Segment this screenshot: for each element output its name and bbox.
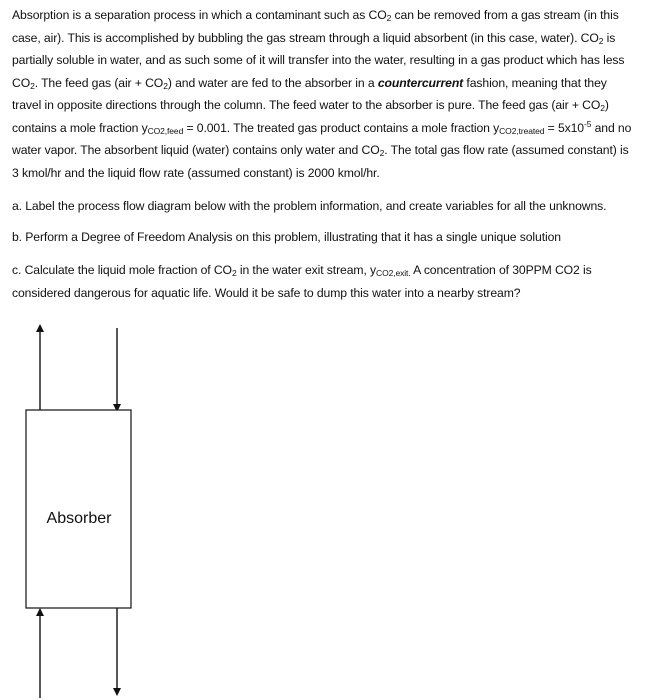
question-c: c. Calculate the liquid mole fraction of $CO_2$ in the water exit stream, $y_{CO2,exit.}$ A concentration of 30PPM CO2 is considered dangerous for aquatic life. Would it be safe to dump this water into a nearby stream? — [12, 263, 592, 300]
problem-statement: Absorption is a separation process in which a contaminant such as $CO_2$ can be removed from a gas stream (in this case, air). This is accomplished by bubbling the gas stream through a liquid absorbent (in this case, water). $CO_2$ is partially soluble in water, and as such some of it will transfer into the water, resulting in a gas product which has less $CO_2$. The feed gas $(air + CO_2)$ and water are fed to the absorber in a countercurrent fashion, meaning that they travel in opposite directions through the column. The feed water to the absorber is pure. The feed gas $(air + CO_2)$ contains a mole fraction $y_{CO2,feed} = 0.001$. The treated gas product contains a mole fraction $y_{CO2,treated} = 5x10^{-5}$ and no water vapor. The absorbent liquid (water) contains only water and $CO_2$. The total gas flow rate (assumed constant) is 3 kmol/hr and the liquid flow rate (assumed constant) is 2000 kmol/hr. — [12, 8, 632, 180]
process-flow-diagram — [0, 320, 650, 700]
countercurrent-emphasis: countercurrent — [377, 75, 464, 90]
absorber-column[interactable] — [26, 410, 131, 608]
question-a: a. Label the process flow diagram below with the problem information, and create variables for all the unknowns. — [12, 199, 607, 213]
absorber-label: Absorber — [46, 510, 112, 527]
question-b: b. Perform a Degree of Freedom Analysis on this problem, illustrating that it has a single unique solution — [12, 230, 561, 244]
